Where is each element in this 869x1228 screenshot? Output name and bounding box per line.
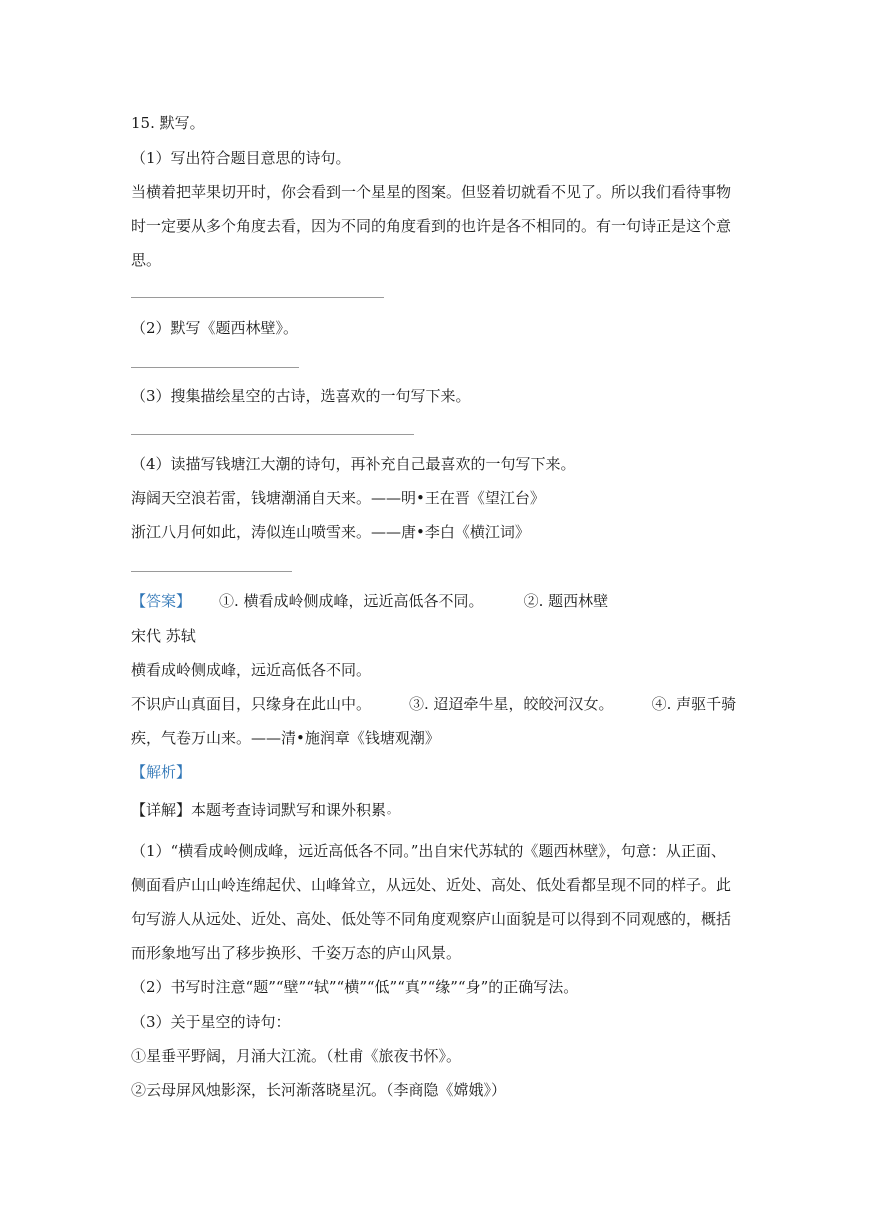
answer-author: 宋代 苏轼 (131, 627, 196, 645)
answer-line-4 (131, 694, 736, 714)
q1-para-line-3: 思。 (131, 251, 162, 269)
analysis-tag: 【解析】 (131, 763, 192, 781)
q4-example-1: 海阔天空浪若雷，钱塘潮涌自天来。——明•王在晋《望江台》 (131, 489, 545, 507)
answer-poem-line-2: 不识庐山真面目，只缘身在此山中。 (131, 695, 372, 713)
q3-answer-blank (131, 434, 414, 435)
answer-line-1 (131, 591, 608, 611)
answer-3: ③. 迢迢牵牛星，皎皎河汉女。 (409, 695, 614, 713)
q1-para-line-1: 当横着把苹果切开时，你会看到一个星星的图案。但竖着切就看不见了。所以我们看待事物 (131, 183, 732, 201)
analysis-p3: （3）关于星空的诗句： (131, 1013, 291, 1031)
analysis-p1-line-1: （1）“横看成岭侧成峰，远近高低各不同。”出自宋代苏轼的《题西林壁》，句意：从正面、 (131, 842, 726, 860)
q4-example-2: 浙江八月何如此，涛似连山喷雪来。——唐•李白《横江词》 (131, 523, 530, 541)
q1-answer-blank (131, 297, 384, 298)
analysis-detail (131, 800, 398, 820)
analysis-detail-text: 【详解】本题考查诗词默写和课外积累 (131, 801, 387, 819)
q2-answer-blank (131, 367, 299, 368)
answer-1: ①. 横看成岭侧成峰，远近高低各不同。 (219, 592, 484, 610)
analysis-detail-dot: 。 (387, 803, 399, 816)
answer-4-continued: 疾，气卷万山来。——清•施润章《钱塘观潮》 (131, 729, 440, 747)
answer-2: ②. 题西林壁 (523, 592, 609, 610)
q4-prompt: （4）读描写钱塘江大潮的诗句，再补充自己最喜欢的一句写下来。 (131, 455, 576, 473)
answer-4: ④. 声驱千骑 (651, 695, 737, 713)
q1-prompt: （1）写出符合题目意思的诗句。 (131, 149, 351, 167)
analysis-p1-line-4: 而形象地写出了移步换形、千姿万态的庐山风景。 (131, 944, 462, 962)
analysis-p1-line-3: 句写游人从远处、近处、高处、低处等不同角度观察庐山面貌是可以得到不同观感的，概括 (131, 910, 732, 928)
question-title: 15. 默写。 (131, 114, 205, 132)
q4-answer-blank (131, 571, 292, 572)
answer-tag: 【答案】 (131, 592, 192, 610)
answer-poem-line-1: 横看成岭侧成峰，远近高低各不同。 (131, 661, 372, 679)
analysis-p2: （2）书写时注意“题”“壁”“轼”“横”“低”“真”“缘”“身”的正确写法。 (131, 978, 579, 996)
analysis-star-2: ②云母屏风烛影深，长河渐落晓星沉。（李商隐《嫦娥》） (131, 1081, 507, 1099)
q2-prompt: （2）默写《题西林壁》。 (131, 319, 299, 337)
q3-prompt: （3）搜集描绘星空的古诗，选喜欢的一句写下来。 (131, 387, 471, 405)
q1-para-line-2: 时一定要从多个角度去看，因为不同的角度看到的也许是各不相同的。有一句诗正是这个意 (131, 217, 732, 235)
analysis-p1-line-2: 侧面看庐山山岭连绵起伏、山峰耸立，从远处、近处、高处、低处看都呈现不同的样子。此 (131, 876, 732, 894)
analysis-star-1: ①星垂平野阔，月涌大江流。（杜甫《旅夜书怀》。 (131, 1047, 462, 1065)
